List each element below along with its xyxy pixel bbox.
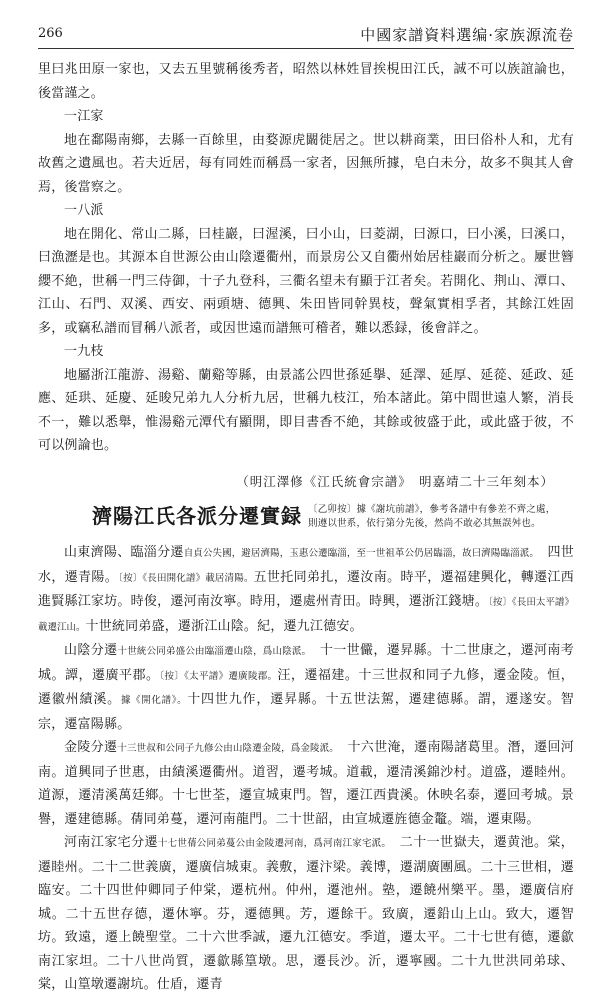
entry-annotation: 十世統公同弟盛公由臨淄遷山陰，爲山陰派。 <box>117 646 307 657</box>
entry-text: 二十一世嶽夫，遷黄池。棠，遷睦州。二十二世義廣，遷廣信城東。義敷，遷汴梁。義博，遷湖廣團風。二十三世相，遷臨安。二十四世仲卿同子仲棠，遷杭州。仲州，遷池州。塾，遷饒州樂平。墨，遷廣信府城。二十五世存德，遷休寧。芬，遷德興。芳，遷餘干。致廣，遷鉛山上山。致大，遷智坊。致遠，遷上饒聖堂。二十六世季誠，遷九江德安。季道，遷太平。二十七世有德，遷歙南江家坦。二十八世尚質，遷歙縣篁墩。思，遷長沙。沂，遷寧國。二十九世洪同弟球、棠，山篁墩遷謝坑。仕盾，遷青 <box>38 835 574 992</box>
intro-paragraph: 里曰兆田原一家也，又去五里號稱後秀者，昭然以林姓冒挨梘田江氏，誠不可以族誼論也，後當謹之。 <box>38 62 574 101</box>
section-heading: 一九枝 <box>64 344 104 359</box>
entry-paragraph <box>38 639 574 736</box>
entry-paragraph <box>38 736 574 831</box>
entry-text: 五世托同弟扎，遷汝南。時平，遷福建興化，轉遷江西進賢縣江家坊。時俊，遷河南汝寧。時用，遷處州青田。時興，遷浙江錢塘。 <box>38 569 574 609</box>
entry-head: 山陰分遷 <box>64 643 118 658</box>
article-title: 濟陽江氏各派分遷實録 <box>92 504 302 529</box>
source-citation: （明江澤修《江氏統會宗譜》 明嘉靖二十三年刻本） <box>236 473 554 489</box>
section-heading: 一江家 <box>64 109 104 124</box>
title-note-line: 〔乙卯按〕據《謝坑前譜》，參考各譜中有參差不齊之處， <box>308 504 556 515</box>
title-editorial-note <box>308 503 555 531</box>
article-title-block <box>38 503 574 531</box>
section-heading: 一八派 <box>64 203 104 218</box>
entry-text: 十世統同弟盛，遷浙江山陰。紀，遷九江德安。 <box>85 618 363 634</box>
page-number: 266 <box>38 26 63 41</box>
entry-text: 十一世儼，遷昇縣。十二世康之，遷河南考城。譚，遷廣平郡。 <box>38 643 574 683</box>
entry-text: 四世水，遷青陽。 <box>38 545 574 585</box>
running-title: 中國家譜資料選编·家族源流卷 <box>360 26 574 44</box>
entry-annotation: 十七世蒨公同弟蔓公由金陵遷河南，爲河南江家宅派。 <box>157 838 387 849</box>
page-header <box>38 22 574 49</box>
entry-text: 汪，遷福建。十三世叔和同子九修，遷金陵。恒，遷徽州績溪。 <box>38 667 574 707</box>
section-paragraph: 地屬浙江龍游、湯谿、蘭谿等縣，由景謠公四世孫延擧、延澤、延厚、延蓯、延政、延應、延珙、延慶、延晙兄弟九人分析九居，世稱九枝江，殆本諸此。第中間世遠人繁，消長不一，難以悉舉，惟湯谿元潭代有顯開，即目書香不絶，其餘或彼盛于此，或此盛于彼，不可以例論也。 <box>38 367 574 453</box>
entry-annotation: 〔按〕《長田開化譜》載居清陽。 <box>118 572 254 584</box>
entry-paragraph <box>38 541 574 639</box>
section-paragraph: 地在鄱陽南鄉，去縣一百餘里，由婺源虎闞徙居之。世以耕商業，田曰俗朴人和，尤有故舊之遺風也。若夫近居，每有同姓而稱爲一家者，因無所據，皂白未分，故多不與其人會焉，後當察之。 <box>38 132 574 195</box>
entry-paragraph <box>38 831 574 997</box>
page-body <box>38 58 574 997</box>
entry-annotation: 據《開化譜》。 <box>121 695 188 706</box>
section-paragraph: 地在開化、常山二縣，曰桂巖，曰渥溪，曰小山，曰菱湖，曰源口，曰小溪，曰溪口，曰漁瀝是也。其源本自世源公由山陰遷衢州，而景房公又自衢州始居桂巖而分析之。屢世簪纓不絶，世稱一門三侍御，十子九登科，三衢名望未有顯于江者矣。若開化、荆山、潭口、江山、石門、双溪、西安、兩頭塘、德興、朱田皆同幹異枝，聲氣實相孚者，其餘江姓固多，或竊私譜而冒稱八派者，或因世遠而譜無可稽者，難以悉録，後會詳之。 <box>38 226 574 336</box>
entry-text: 十四世九作，遷昇縣。十五世法駕，遷建德縣。謂，遷遂安。智宗，遷富陽縣。 <box>38 692 574 732</box>
entry-annotation: 十三世叔和公同子九修公由山陰遷金陵，爲金陵派。 <box>117 743 335 754</box>
entry-annotation: 自貞公失國，避居濟陽，玉惠公遷臨淄，至一世祖革公仍居臨淄，故曰濟陽臨淄派。 <box>183 548 535 559</box>
entry-head: 金陵分遷 <box>64 740 118 755</box>
title-note-line: 則遵以世系，依行第分先後，然尚不敢必其無誤舛也。 <box>308 518 541 529</box>
entry-annotation: 〔按〕《長田太平譜》載遷江山。 <box>38 597 574 633</box>
entry-head: 山東濟陽、臨淄分遷 <box>64 545 184 560</box>
entry-text: 十六世淹，遷南陽諸葛里。潛，遷回河南。道興同子世惠，由績溪遷衢州。道習，遷考城。道載，遷清溪錦沙村。道盛，遷睦州。道源，遷清溪萬廷鄉。十七世荃，遷宣城東門。智，遷江西貴溪。休映名泰，遷回考城。景譽，遷建德縣。蒨同弟蔓，遷河南龍門。二十世韶，由宣城遷旌德金鼇。端，遷東陽。 <box>38 740 574 827</box>
entry-annotation: 〔按〕《太平譜》遷廣陵郡。 <box>159 670 278 682</box>
entry-head: 河南江家宅分遷 <box>64 835 158 850</box>
